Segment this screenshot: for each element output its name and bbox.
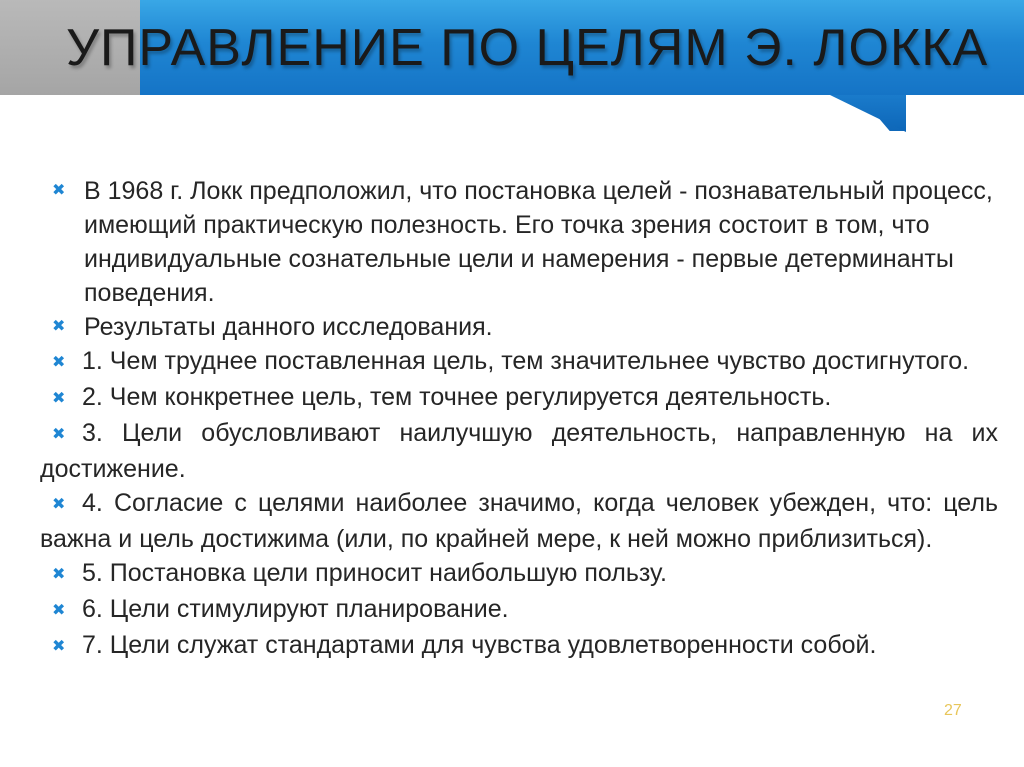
page-number: 27 bbox=[944, 702, 962, 719]
cross-bullet-icon: ✖ bbox=[52, 318, 66, 335]
list-item-text: В 1968 г. Локк предположил, что постановка целей - познавательный процесс, имеющий практическую полезность. Его точка зрения состоит в том, что индивидуальные сознательные цели и намерения - первые детерминанты поведения. bbox=[84, 177, 993, 307]
cross-bullet-icon: ✖ bbox=[52, 566, 66, 583]
slide-title: УПРАВЛЕНИЕ ПО ЦЕЛЯМ Э. ЛОККА bbox=[66, 19, 989, 77]
list-item-text: 1. Чем труднее поставленная цель, тем значительнее чувство достигнутого. bbox=[82, 347, 970, 375]
list-item bbox=[40, 380, 998, 416]
cross-bullet-icon: ✖ bbox=[52, 496, 66, 513]
cross-bullet-icon: ✖ bbox=[52, 638, 66, 655]
list-item-text: 4. Согласие с целями наиболее значимо, когда человек убежден, что: цель важна и цель достижима (или, по крайней мере, к ней можно приблизиться). bbox=[40, 489, 998, 553]
list-item bbox=[40, 416, 998, 486]
cross-bullet-icon: ✖ bbox=[52, 426, 66, 443]
list-item bbox=[40, 344, 998, 380]
header-band bbox=[0, 0, 1024, 132]
cross-bullet-icon: ✖ bbox=[52, 182, 66, 199]
list-item-text: 6. Цели стимулируют планирование. bbox=[82, 595, 509, 623]
list-item bbox=[40, 628, 998, 664]
cross-bullet-icon: ✖ bbox=[52, 354, 66, 371]
list-item bbox=[40, 310, 998, 344]
header-blue-tab bbox=[140, 95, 905, 131]
list-item bbox=[40, 592, 998, 628]
list-item bbox=[40, 174, 998, 310]
list-item-text: 5. Постановка цели приносит наибольшую пользу. bbox=[82, 559, 667, 587]
list-item-text: 7. Цели служат стандартами для чувства удовлетворенности собой. bbox=[82, 631, 877, 659]
list-item-text: Результаты данного исследования. bbox=[84, 313, 493, 341]
list-item-text: 2. Чем конкретнее цель, тем точнее регулируется деятельность. bbox=[82, 383, 832, 411]
list-item-text: 3. Цели обусловливают наилучшую деятельность, направленную на их достижение. bbox=[40, 419, 998, 483]
cross-bullet-icon: ✖ bbox=[52, 602, 66, 619]
cross-bullet-icon: ✖ bbox=[52, 390, 66, 407]
list-item bbox=[40, 556, 998, 592]
bullet-list bbox=[40, 174, 998, 664]
list-item bbox=[40, 486, 998, 556]
